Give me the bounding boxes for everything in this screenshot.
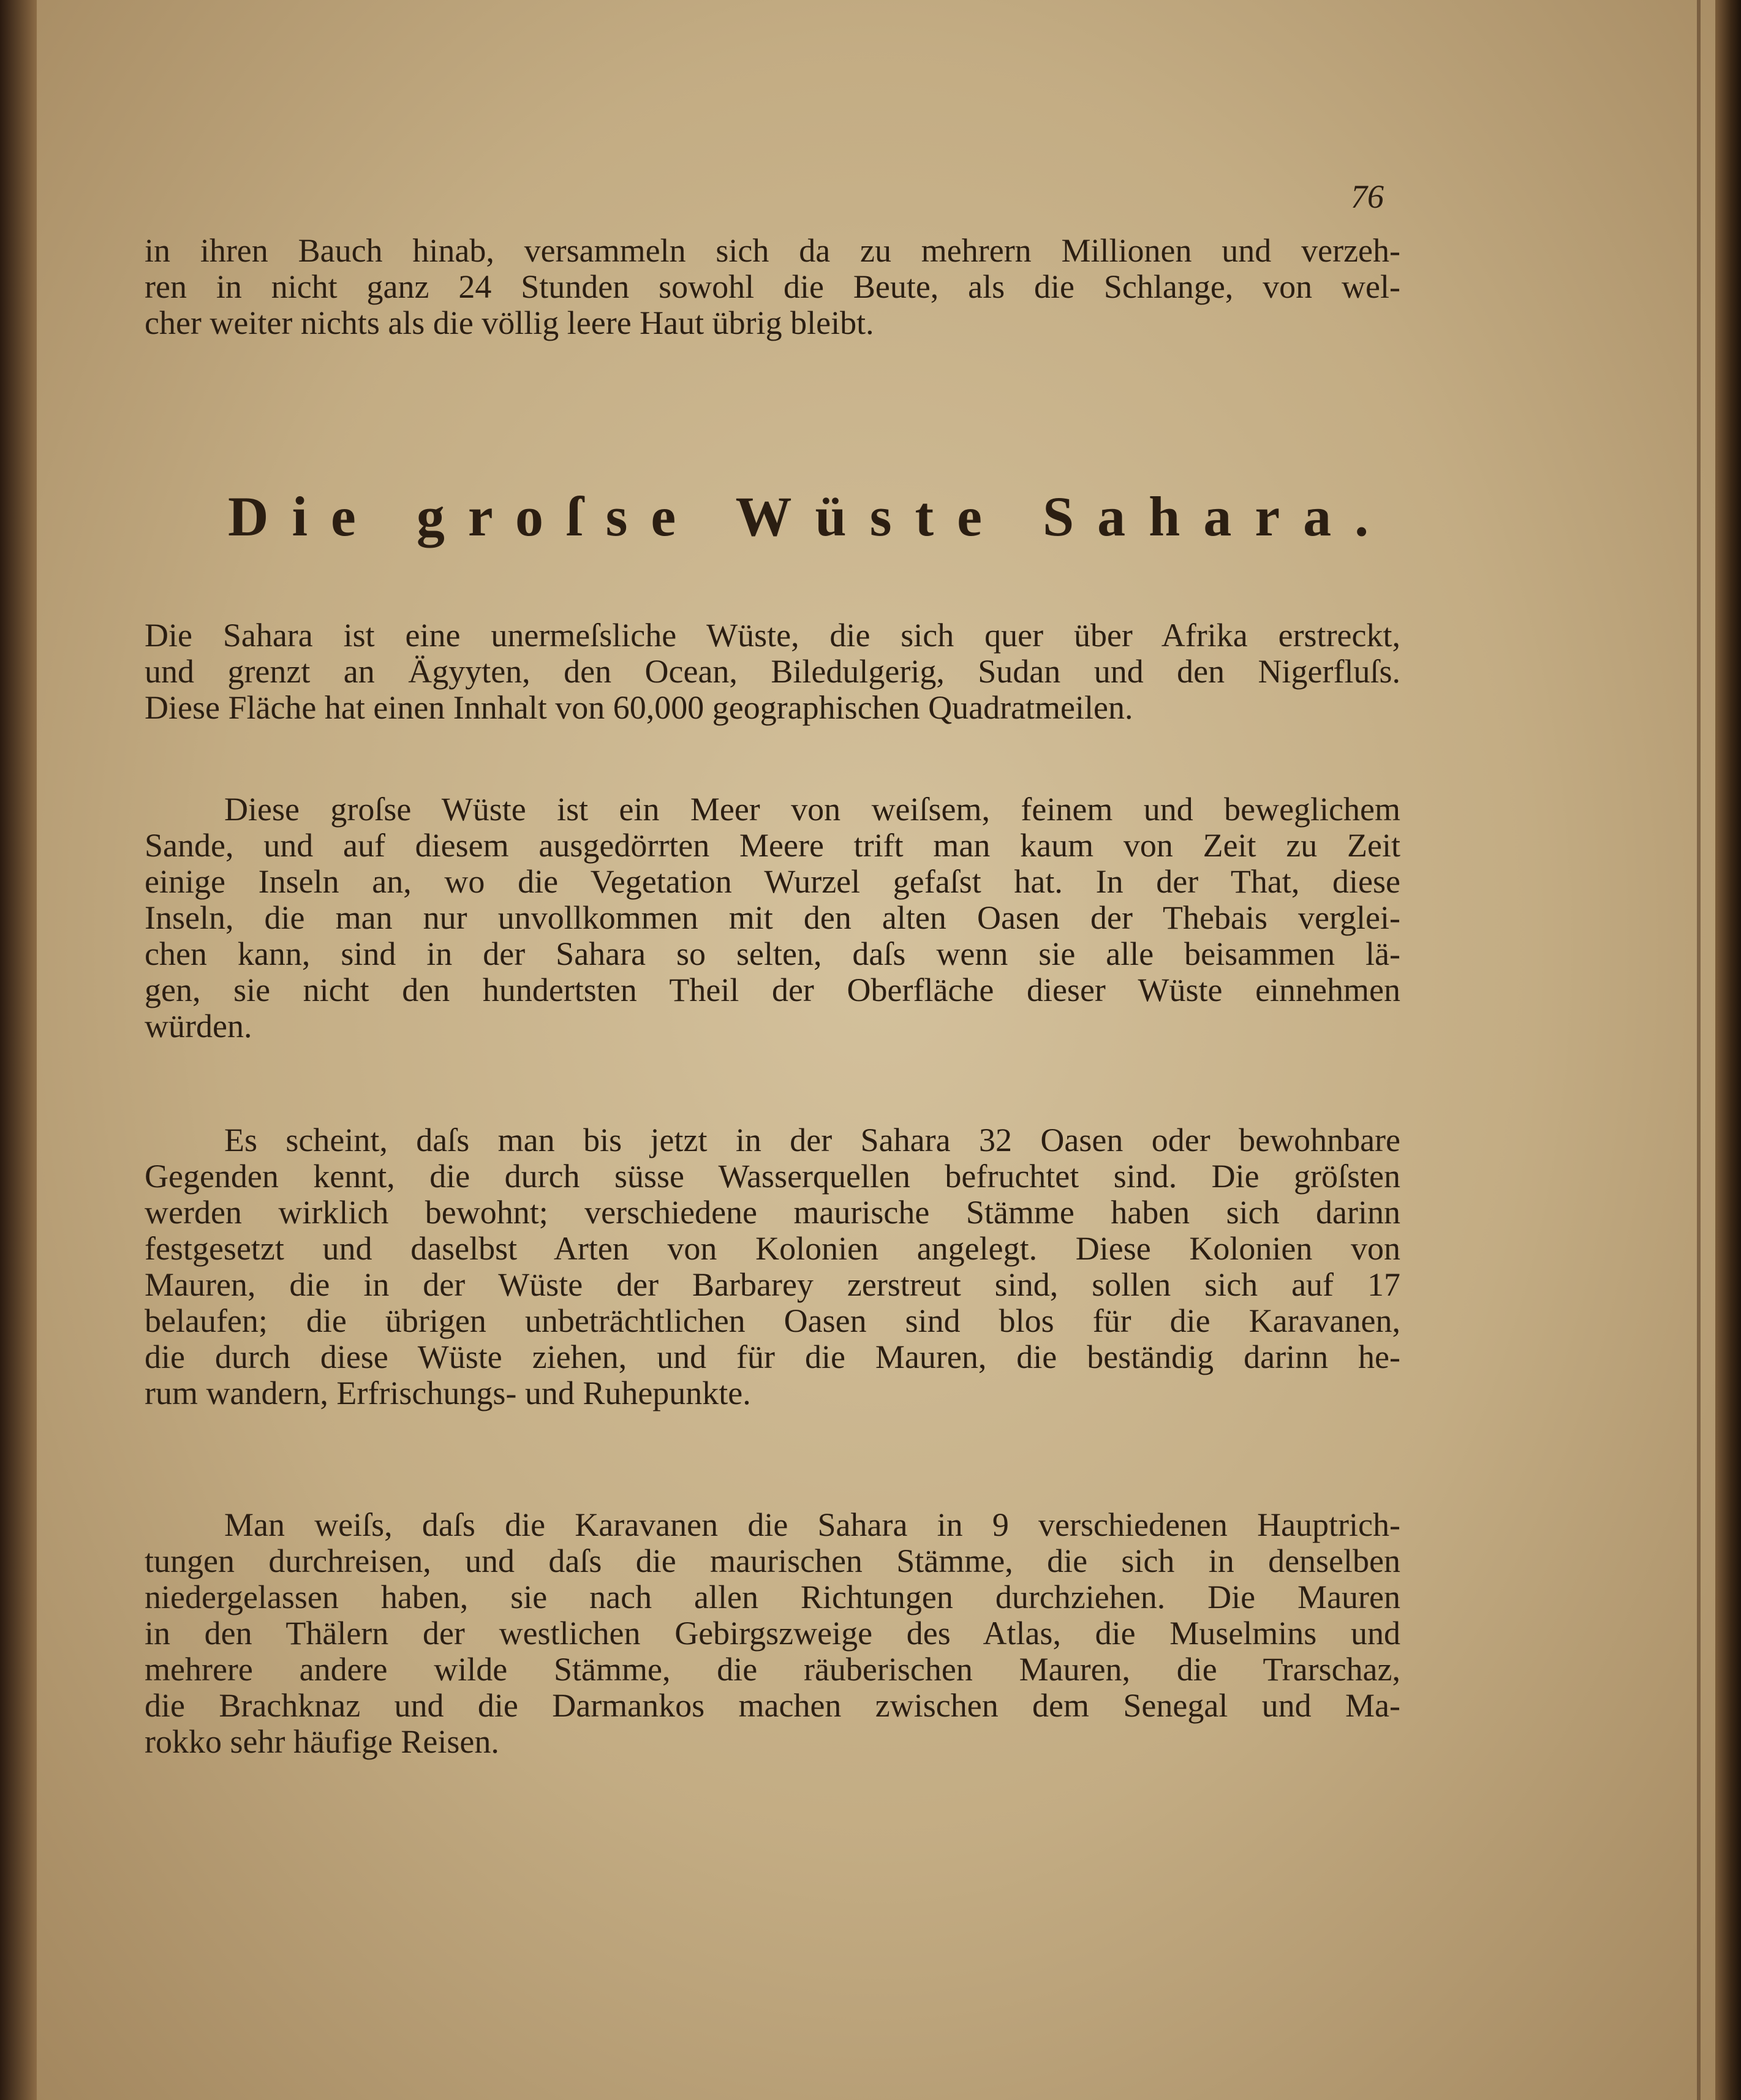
book-gutter (0, 0, 37, 2100)
text-line: chen kann, sind in der Sahara so selten, daſs wenn sie alle beisammen lä- (145, 935, 1400, 972)
text-line: ren in nicht ganz 24 Stunden sowohl die Beute, als die Schlange, von wel- (145, 268, 1400, 305)
paragraph-continuation (145, 233, 1400, 341)
text-line: die durch diese Wüste ziehen, und für die Mauren, die beständig darinn he- (145, 1339, 1400, 1375)
text-line: die Brachknaz und die Darmankos machen zwischen dem Senegal und Ma- (145, 1687, 1400, 1724)
text-line: in den Thälern der westlichen Gebirgszweige des Atlas, die Muselmins und (145, 1615, 1400, 1652)
text-line: gen, sie nicht den hundertsten Theil der Oberfläche dieser Wüste einnehmen (145, 972, 1400, 1008)
text-line: tungen durchreisen, und daſs die maurischen Stämme, die sich in denselben (145, 1543, 1400, 1579)
text-line: Sande, und auf diesem ausgedörrten Meere trift man kaum von Zeit zu Zeit (145, 827, 1400, 864)
text-line: rum wandern, Erfrischungs- und Ruhepunkte. (145, 1375, 751, 1411)
paragraph-caravans (145, 1507, 1400, 1760)
paragraph-intro (145, 618, 1400, 726)
text-line: Man weiſs, daſs die Karavanen die Sahara in 9 verschiedenen Hauptrich- (224, 1506, 1400, 1543)
text-line: Diese groſse Wüste ist ein Meer von weiſsem, feinem und beweglichem (224, 791, 1400, 828)
paragraph-oases (145, 1122, 1400, 1411)
book-right-edge (1715, 0, 1741, 2100)
text-line: Es scheint, daſs man bis jetzt in der Sahara 32 Oasen oder bewohnbare (224, 1122, 1400, 1158)
text-line: Gegenden kennt, die durch süsse Wasserquellen befruchtet sind. Die gröſsten (145, 1158, 1400, 1195)
text-line: Inseln, die man nur unvollkommen mit den alten Oasen der Thebais verglei- (145, 899, 1400, 936)
paragraph-desert-sea (145, 791, 1400, 1044)
text-line: mehrere andere wilde Stämme, die räuberischen Mauren, die Trarschaz, (145, 1651, 1400, 1688)
text-line: festgesetzt und daselbst Arten von Kolonien angelegt. Diese Kolonien von (145, 1230, 1400, 1267)
text-line: Diese Fläche hat einen Innhalt von 60,000 geographischen Quadratmeilen. (145, 689, 1133, 726)
text-line: einige Inseln an, wo die Vegetation Wurzel gefaſst hat. In der That, diese (145, 863, 1400, 900)
text-line: und grenzt an Ägyyten, den Ocean, Biledulgerig, Sudan und den Nigerfluſs. (145, 653, 1400, 690)
text-line: werden wirklich bewohnt; verschiedene maurische Stämme haben sich darinn (145, 1194, 1400, 1231)
text-line: rokko sehr häufige Reisen. (145, 1723, 499, 1760)
page-edge-line (1697, 0, 1701, 2100)
chapter-heading: Die groſse Wüste Sahara. (228, 485, 1392, 548)
text-line: cher weiter nichts als die völlig leere Haut übrig bleibt. (145, 304, 874, 341)
page-number: 76 (1351, 178, 1384, 215)
text-line: belaufen; die übrigen unbeträchtlichen Oasen sind blos für die Karavanen, (145, 1302, 1400, 1339)
text-line: Die Sahara ist eine unermeſsliche Wüste, die sich quer über Afrika erstreckt, (145, 617, 1400, 654)
text-line: würden. (145, 1008, 252, 1044)
text-line: in ihren Bauch hinab, versammeln sich da zu mehrern Millionen und verzeh- (145, 232, 1400, 269)
text-line: Mauren, die in der Wüste der Barbarey zerstreut sind, sollen sich auf 17 (145, 1266, 1400, 1303)
text-line: niedergelassen haben, sie nach allen Richtungen durchziehen. Die Mauren (145, 1579, 1400, 1615)
